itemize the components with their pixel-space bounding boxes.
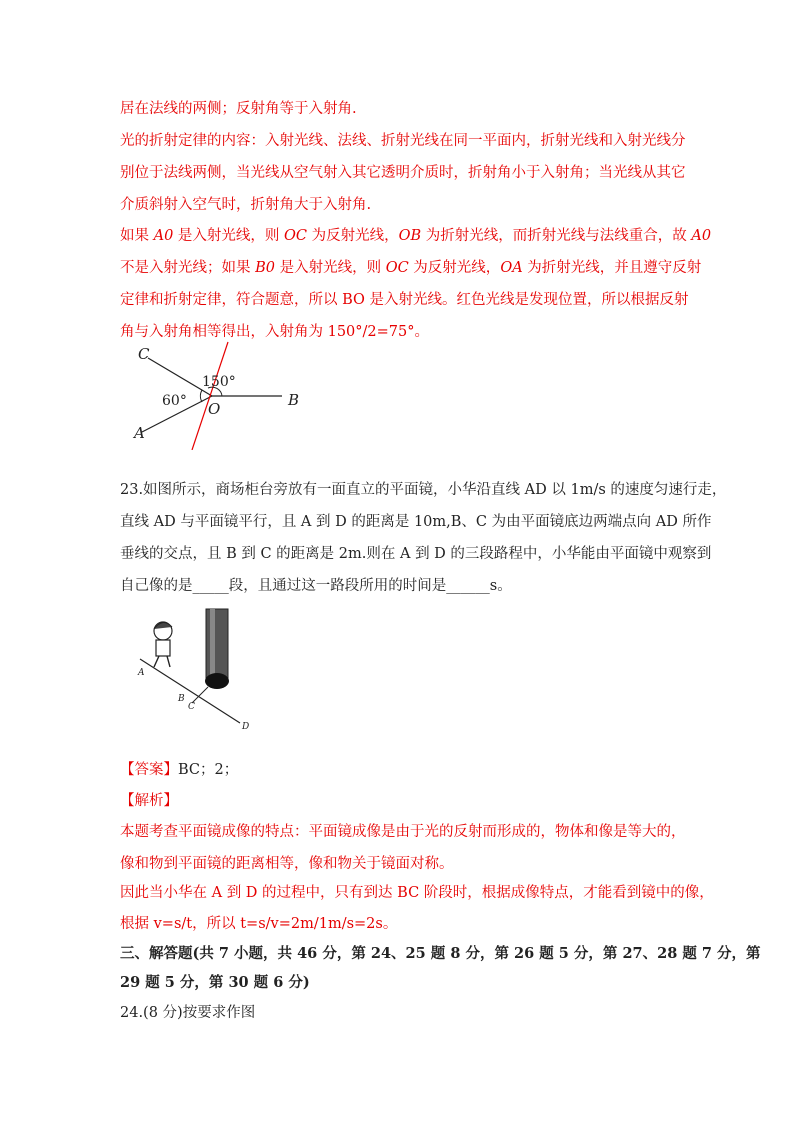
text-line: 光的折射定律的内容：入射光线、法线、折射光线在同一平面内，折射光线和入射光线分 — [120, 133, 686, 149]
text-line: 因此当小华在 A 到 D 的过程中，只有到达 BC 阶段时，根据成像特点，才能看到镜中的像， — [120, 885, 714, 901]
label-a: A — [134, 424, 145, 442]
text-line: 23.如图所示，商场柜台旁放有一面直立的平面镜，小华沿直线 AD 以 1m/s 的速度匀速行走， — [120, 482, 727, 498]
text-line: 自己像的是_____段，且通过这一路段所用的时间是______s。 — [120, 578, 512, 594]
analysis-label: 【解析】 — [120, 793, 178, 809]
person-body — [156, 640, 170, 656]
section-heading: 29 题 5 分，第 30 题 6 分) — [120, 974, 310, 991]
answer-label: 【答案】 — [120, 762, 178, 778]
label-b: B — [178, 694, 185, 704]
math-var: OC — [284, 228, 308, 244]
math-var: OA — [500, 260, 523, 276]
text-line — [120, 226, 711, 246]
label-o: O — [208, 400, 221, 418]
text-line: 直线 AD 与平面镜平行，且 A 到 D 的距离是 10m,B、C 为由平面镜底边两端点向 AD 所作 — [120, 514, 712, 530]
text-run: 如果 — [120, 228, 154, 244]
mirror-highlight — [210, 609, 215, 681]
ray-diagram — [122, 340, 322, 450]
text-line: 像和物到平面镜的距离相等，像和物关于镜面对称。 — [120, 856, 454, 872]
mirror-illustration — [130, 605, 260, 735]
text-run: 为反射光线， — [307, 228, 399, 244]
answer-text: BC；2； — [178, 762, 239, 778]
label-a: A — [138, 668, 145, 678]
angle-label-150: 150° — [202, 374, 236, 390]
math-var: OC — [385, 260, 409, 276]
math-var: B0 — [255, 260, 275, 276]
text-line: 别位于法线两侧，当光线从空气射入其它透明介质时，折射角小于入射角；当光线从其它 — [120, 165, 686, 181]
text-line: 垂线的交点，且 B 到 C 的距离是 2m.则在 A 到 D 的三段路程中，小华能由平面镜中观察到 — [120, 546, 712, 562]
math-var: A0 — [691, 228, 712, 244]
question-24: 24.(8 分)按要求作图 — [120, 1005, 256, 1021]
angle-label-60: 60° — [162, 393, 187, 409]
section-heading: 三、解答题(共 7 小题，共 46 分，第 24、25 题 8 分，第 26 题 5 分，第 27、28 题 7 分，第 — [120, 945, 761, 962]
text-run: 是入射光线，则 — [275, 260, 386, 276]
text-line: 角与入射角相等得出，入射角为 150°/2=75°。 — [120, 324, 429, 340]
text-line: 根据 v=s/t，所以 t=s/v=2m/1m/s=2s。 — [120, 916, 398, 932]
mirror — [206, 609, 228, 681]
text-line: 居在法线的两侧；反射角等于入射角. — [120, 101, 357, 117]
text-run: 不是入射光线；如果 — [120, 260, 256, 276]
answer-line — [120, 760, 238, 780]
person-leg-left — [154, 656, 159, 667]
label-c: C — [188, 702, 195, 712]
label-b: B — [288, 391, 300, 409]
label-d: D — [242, 722, 250, 732]
math-var: A0 — [153, 228, 174, 244]
text-run: 是入射光线，则 — [173, 228, 285, 244]
text-line: 介质斜射入空气时，折射角大于入射角. — [120, 197, 372, 213]
text-line — [120, 258, 701, 278]
text-line: 定律和折射定律，符合题意，所以 BO 是入射光线。红色光线是发现位置，所以根据反射 — [120, 292, 689, 308]
text-run: 为折射光线，并且遵守反射 — [522, 260, 702, 276]
person-leg-right — [167, 656, 170, 667]
math-var: OB — [398, 228, 422, 244]
text-run: 为反射光线， — [408, 260, 501, 276]
angle-arc-60 — [200, 390, 202, 402]
mirror-base — [205, 673, 229, 689]
label-c: C — [138, 345, 150, 363]
text-run: 为折射光线，而折射光线与法线重合，故 — [421, 228, 692, 244]
text-line: 本题考查平面镜成像的特点：平面镜成像是由于光的反射而形成的，物体和像是等大的， — [120, 824, 686, 840]
